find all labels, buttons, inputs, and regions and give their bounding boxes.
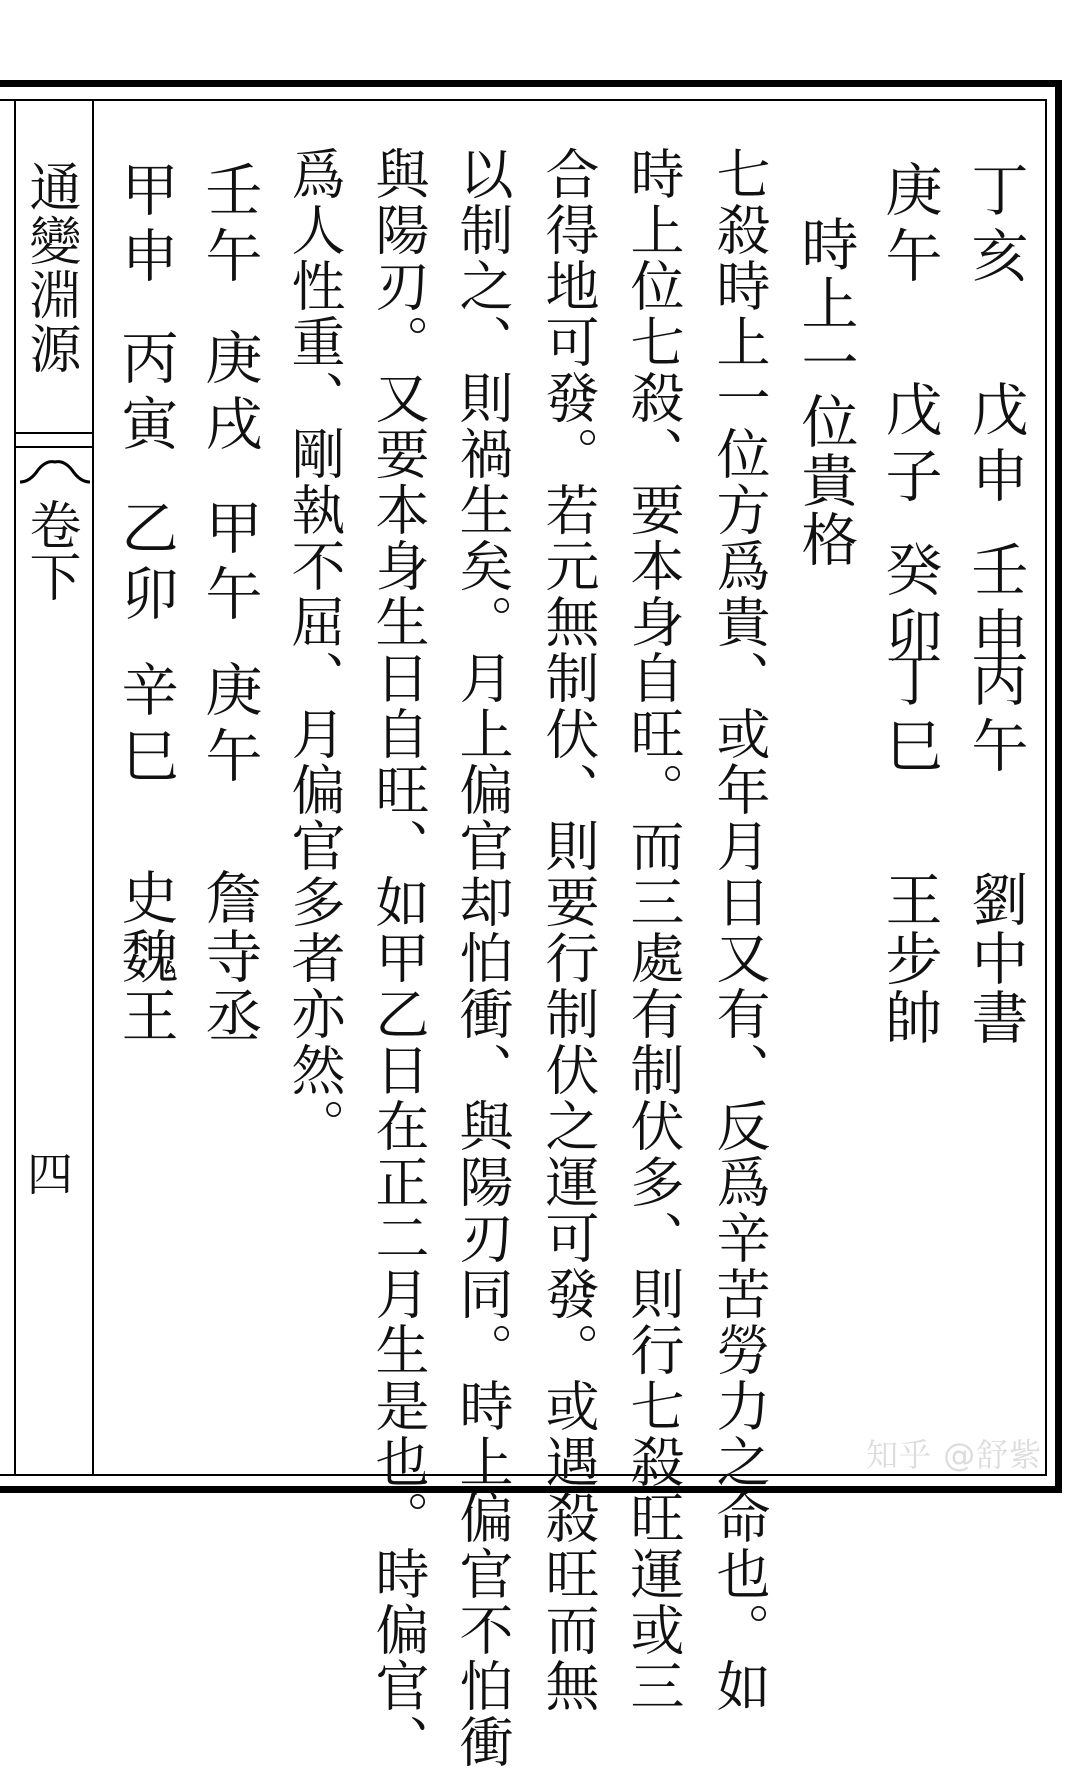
watermark: 知乎 @舒紫 xyxy=(866,1436,1043,1474)
chart4-name: 史魏王 xyxy=(112,868,178,1045)
margin-divider xyxy=(16,446,92,448)
chart2-pillar: 丁巳 xyxy=(876,650,942,782)
body-line: 與陽刃。又要本身生日自旺、如甲乙日在正二月生是也。時偏官、 xyxy=(367,146,430,1770)
chart4-pillar: 乙卯 xyxy=(112,498,178,630)
page-number: 四 xyxy=(20,1150,74,1196)
margin-rule-left xyxy=(14,101,16,1474)
chart1-pillar: 丁亥 xyxy=(962,160,1028,292)
outer-border-right xyxy=(1055,80,1062,1493)
chart3-pillar: 庚午 xyxy=(196,660,262,792)
outer-border-top xyxy=(0,80,1062,87)
chart2-name: 王步帥 xyxy=(876,870,942,1047)
body-line: 以制之、則禍生矣。月上偏官却怕衝、與陽刃同。時上偏官不怕衝 xyxy=(451,146,514,1770)
margin-divider xyxy=(16,432,92,434)
chart4-pillar: 辛巳 xyxy=(112,660,178,792)
volume-label: 卷下 xyxy=(20,498,80,602)
chart3-pillar: 壬午 xyxy=(196,160,262,292)
body-line: 合得地可發。若元無制伏、則要行制伏之運可發。或遇殺旺而無 xyxy=(537,146,600,1714)
book-title: 通變淵源 xyxy=(20,160,80,376)
chart3-name: 詹寺丞 xyxy=(196,868,262,1045)
chart1-name: 劉中書 xyxy=(962,870,1028,1047)
chart1-pillar: 壬申 xyxy=(962,540,1028,672)
fish-tail-ornament xyxy=(20,452,90,492)
body-line: 七殺時上一位方爲貴、或年月日又有、反爲辛苦勞力之命也。如 xyxy=(708,146,771,1714)
chart4-pillar: 甲申 xyxy=(112,160,178,292)
inner-border-right xyxy=(1045,99,1047,1476)
margin-rule-right xyxy=(92,101,94,1474)
chart2-pillar: 庚午 xyxy=(876,160,942,292)
body-line: 爲人性重、剛執不屈、月偏官多者亦然。 xyxy=(283,146,346,1154)
chart3-pillar: 庚戌 xyxy=(196,328,262,460)
chart1-pillar: 戊申 xyxy=(962,380,1028,512)
section-heading: 時上一位貴格 xyxy=(792,215,858,569)
outer-border-bottom xyxy=(0,1486,1062,1493)
chart3-pillar: 甲午 xyxy=(196,498,262,630)
chart2-pillar: 癸卯 xyxy=(876,540,942,672)
chart4-pillar: 丙寅 xyxy=(112,328,178,460)
inner-border-top xyxy=(0,99,1047,101)
chart1-pillar: 丙午 xyxy=(962,650,1028,782)
chart2-pillar: 戊子 xyxy=(876,380,942,512)
body-line: 時上位七殺、要本身自旺。而三處有制伏多、則行七殺旺運或三 xyxy=(622,146,685,1714)
